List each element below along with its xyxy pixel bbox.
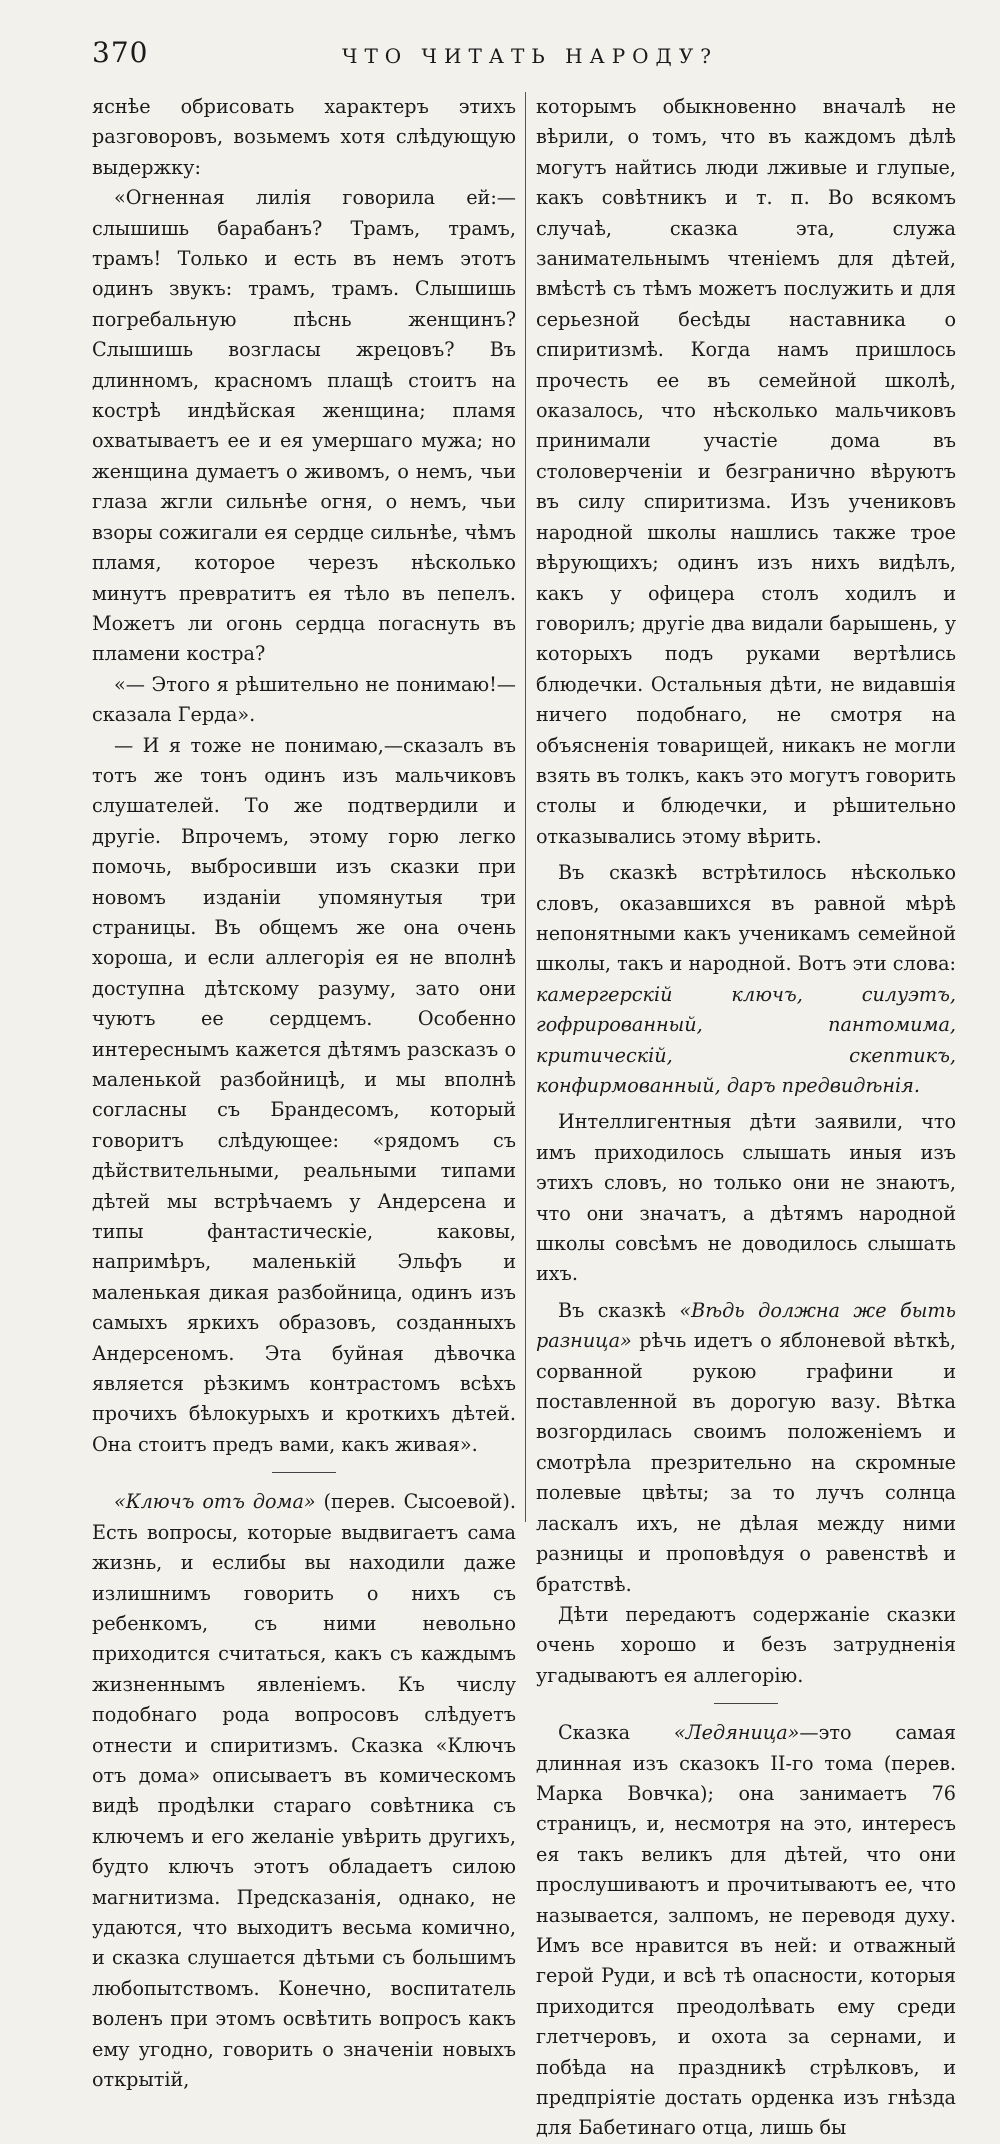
story-title: «Вѣдь должна же быть разница» [536, 1298, 956, 1353]
paragraph [536, 1296, 956, 1600]
paragraph [536, 858, 956, 1101]
left-column [92, 92, 516, 2091]
paragraph: Дѣти передаютъ содержаніе сказки очень хорошо и безъ затрудненія угадываютъ ея аллегорію. [536, 1602, 956, 1687]
paragraph-text: —это самая длинная изъ сказокъ II-го тома (перев. Марка Вовчка); она занимаетъ 76 страницъ, и, несмотря на это, интересъ ея такъ великъ для дѣтей, что они прослушиваютъ и прочитываютъ ее, что называется, залпомъ, не переводя духу. Имъ все нравится въ ней: и отважный герой Руди, и всѣ тѣ опасности, которыя приходится преодолѣвать ему среди глетчеровъ, и охота за сернами, и побѣда на праздникѣ стрѣлковъ, и предпріятіе достать орденка изъ гнѣзда для Бабетинаго отца, лишь бы [536, 1721, 957, 2140]
page-number: 370 [92, 36, 149, 69]
section-separator [272, 1472, 336, 1473]
paragraph-text: рѣчь идетъ о яблоневой вѣткѣ, сорванной рукою графини и поставленной въ дорогую вазу. Вѣтка возгордилась своимъ положеніемъ и смотрѣла презрительно на скромные полевые цвѣты; за то лучъ солнца ласкалъ ихъ, не дѣлая между ними разницы и проповѣдуя о равенствѣ и братствѣ. [536, 1329, 956, 1596]
paragraph [92, 1487, 516, 2095]
paragraph-text: (перев. Сысоевой). Есть вопросы, которые выдвигаетъ сама жизнь, и еслибы вы находили даже излишнимъ говорить о нихъ съ ребенкомъ, съ ними невольно приходится считаться, какъ съ каждымъ жизненнымъ явленіемъ. Къ числу подобнаго рода вопросовъ слѣдуетъ отнести и спиритизмъ. Сказка «Ключъ отъ дома» описываетъ въ комическомъ видѣ продѣлки стараго совѣтника съ ключемъ и его желаніе увѣрить другихъ, будто ключъ этотъ обладаетъ силою магнитизма. Предсказанія, однако, не удаются, что выходитъ весьма комично, и сказка слушается дѣтьми съ большимъ любопытствомъ. Конечно, воспитатель воленъ при этомъ освѣтить вопросъ какъ ему угодно, говорить о значеніи новыхъ открытій, [92, 1490, 516, 2091]
section-separator [714, 1703, 778, 1704]
column-divider [525, 92, 526, 1522]
right-column [536, 92, 957, 2140]
word-list: камергерскій ключъ, силуэтъ, гофрированный, пантомима, критическій, скептикъ, конфирмованный, даръ предвидѣнія. [536, 982, 956, 1097]
paragraph [536, 1718, 956, 2144]
quote-paragraph: «Огненная лилія говорила ей:—слышишь барабанъ? Трамъ, трамъ, трамъ! Только и есть въ немъ этотъ одинъ звукъ: трамъ, трамъ. Слышишь погребальную пѣснь женщинъ? Слышишь возгласы жрецовъ? Въ длинномъ, красномъ плащѣ стоитъ на кострѣ индѣйская женщина; пламя охватываетъ ее и ея умершаго мужа; но женщина думаетъ о живомъ, о немъ, чьи глаза жгли сильнѣе огня, о немъ, чьи взоры сожигали ея сердце сильнѣе, чѣмъ пламя, которое черезъ нѣсколько минутъ превратитъ ея тѣло въ пепелъ. Можетъ ли огонь сердца погаснуть въ пламени костра? [92, 186, 516, 666]
story-title: «Ключъ отъ дома» [114, 1490, 316, 1514]
page-header [92, 36, 952, 76]
paragraph-text: Въ сказкѣ встрѣтилось нѣсколько словъ, оказавшихся въ равной мѣрѣ непонятными какъ ученикамъ семейной школы, такъ и народной. Вотъ эти слова: [536, 861, 956, 976]
paragraph-text: Въ сказкѣ [558, 1298, 680, 1322]
quote-paragraph: «— Этого я рѣшительно не понимаю!—сказала Герда». [92, 672, 516, 727]
running-title: ЧТО ЧИТАТЬ НАРОДУ? [342, 44, 718, 68]
story-title: «Ледяница» [673, 1721, 800, 1745]
paragraph: яснѣе обрисовать характеръ этихъ разговоровъ, возьмемъ хотя слѣдующую выдержку: [92, 95, 516, 179]
paragraph-text: Сказка [558, 1721, 674, 1745]
paragraph: — И я тоже не понимаю,—сказалъ въ тотъ же тонъ одинъ изъ мальчиковъ слушателей. То же подтвердили и другіе. Впрочемъ, этому горю легко помочь, выбросивши изъ сказки при новомъ изданіи упомянутыя три страницы. Въ общемъ же она очень хороша, и если аллегорія ея не вполнѣ доступна дѣтскому разуму, зато они чуютъ ее сердцемъ. Особенно интереснымъ кажется дѣтямъ разсказъ о маленькой разбойницѣ, и мы вполнѣ согласны съ Брандесомъ, который говоритъ слѣдующее: «рядомъ съ дѣйствительными, реальными типами дѣтей мы встрѣчаемъ у Андерсена и типы фантастическіе, каковы, напримѣръ, маленькій Эльфъ и маленькая дикая разбойница, одинъ изъ самыхъ яркихъ образовъ, созданныхъ Андерсеномъ. Эта буйная дѣвочка является рѣзкимъ контрастомъ всѣхъ прочихъ бѣлокурыхъ и кроткихъ дѣтей. Она стоитъ предъ вами, какъ живая». [92, 733, 516, 1456]
paragraph: которымъ обыкновенно вначалѣ не вѣрили, о томъ, что въ каждомъ дѣлѣ могутъ найтись люди лживые и глупые, какъ совѣтникъ и т. п. Во всякомъ случаѣ, сказка эта, служа занимательнымъ чтеніемъ для дѣтей, вмѣстѣ съ тѣмъ можетъ послужить и для серьезной бесѣды наставника о спиритизмѣ. Когда намъ пришлось прочесть ее въ семейной школѣ, оказалось, что нѣсколько мальчиковъ принимали участіе дома въ столоверченіи и безгранично вѣруютъ въ силу спиритизма. Изъ учениковъ народной школы нашлись также трое вѣрующихъ; одинъ изъ нихъ видѣлъ, какъ у офицера столъ ходилъ и говорилъ; другіе два видали барышень, у которыхъ подъ руками вертѣлись блюдечки. Остальныя дѣти, не видавшія ничего подобнаго, не смотря на объясненія товарищей, никакъ не могли взять въ толкъ, какъ это могутъ говорить столы и блюдечки, и рѣшительно отказывались этому вѣрить. [536, 95, 956, 848]
paragraph: Интеллигентныя дѣти заявили, что имъ приходилось слышать иныя изъ этихъ словъ, но только они не знаютъ, что они значатъ, а дѣтямъ народной школы совсѣмъ не доводилось слышать ихъ. [536, 1110, 956, 1286]
